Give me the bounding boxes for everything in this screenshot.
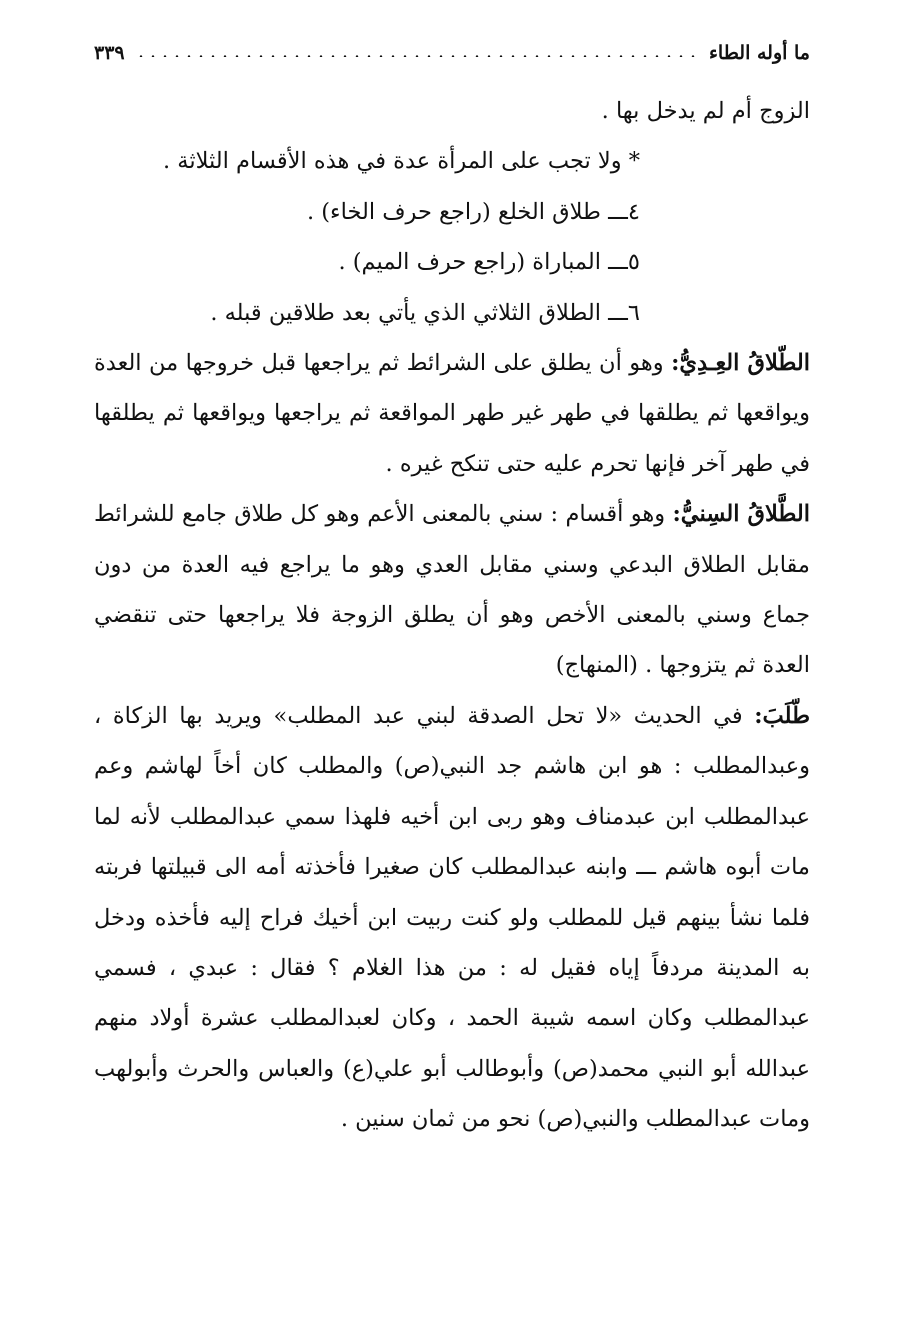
page-body [94,86,810,1145]
entry-text: وهو أقسام : سني بالمعنى الأعم وهو كل طلاق جامع للشرائط مقابل الطلاق البدعي وسني مقابل العدي وهو ما يراجع فيه العدة من دون جماع وسني بالمعنى الأخص وهو أن يطلق الزوجة فلا يراجعها حتى تنقضي العدة ثم يتزوجها . (المنهاج) [94,501,810,679]
continuation-line: الزوج أم لم يدخل بها . [601,98,810,124]
entry-text: في الحديث «لا تحل الصدقة لبني عبد المطلب» ويريد بها الزكاة ، وعبدالمطلب : هو ابن هاشم جد النبي(ص) والمطلب كان أخاً لهاشم وعم عبدالمطلب ابن عبدمناف وهو ربى ابن أخيه فلهذا سمي عبدالمطلب لأنه لما مات أبوه هاشم ـــ وابنه عبدالمطلب كان صغيرا فأخذته أمه الى قبيلتها فربته فلما نشأ بينهم قيل للمطلب ولو كنت ربيت ابن أخيك فراح إليه فأخذه ودخل به المدينة مردفاً إياه فقيل له : من هذا الغلام ؟ فقال : عبدي ، فسمي عبدالمطلب وكان اسمه شيبة الحمد ، وكان لعبدالمطلب عشرة أولاد منهم عبدالله أبو النبي محمد(ص) وأبوطالب أبو علي(ع) والعباس والحرث وأبولهب ومات عبدالمطلب والنبي(ص) نحو من ثمان سنين . [94,702,810,1133]
list-item-4: ٤ـــ طلاق الخلع (راجع حرف الخاء) . [306,198,640,225]
entry-term: الطَّلاقُ السِنيُّ: [672,501,810,528]
entry-term: الطّلاقُ العِـدِيُّ: [671,350,811,377]
entry-talaq-sunni [94,489,810,691]
entry-talaq-adi [94,338,810,489]
entry-term: طّلَبَ: [754,702,810,729]
header-title: ما أوله الطاء [708,42,810,64]
header-dot-leader [135,55,699,57]
list-item-6: ٦ـــ الطلاق الثلاثي الذي يأتي بعد طلاقين قبله . [210,299,640,326]
list-item-5: ٥ـــ المباراة (راجع حرف الميم) . [338,249,640,276]
list-note: * ولا تجب على المرأة عدة في هذه الأقسام الثلاثة . [162,148,640,175]
entry-text: وهو أن يطلق على الشرائط ثم يراجعها قبل خروجها من العدة ويواقعها ثم يطلقها في طهر غير طهر المواقعة ثم يراجعها ويواقعها ثم يطلقها في طهر آخر فإنها تحرم عليه حتى تنكح غيره . [94,350,810,477]
running-header [94,38,810,68]
page-number: ٣٣٩ [94,42,125,64]
entry-talab [94,691,810,1145]
